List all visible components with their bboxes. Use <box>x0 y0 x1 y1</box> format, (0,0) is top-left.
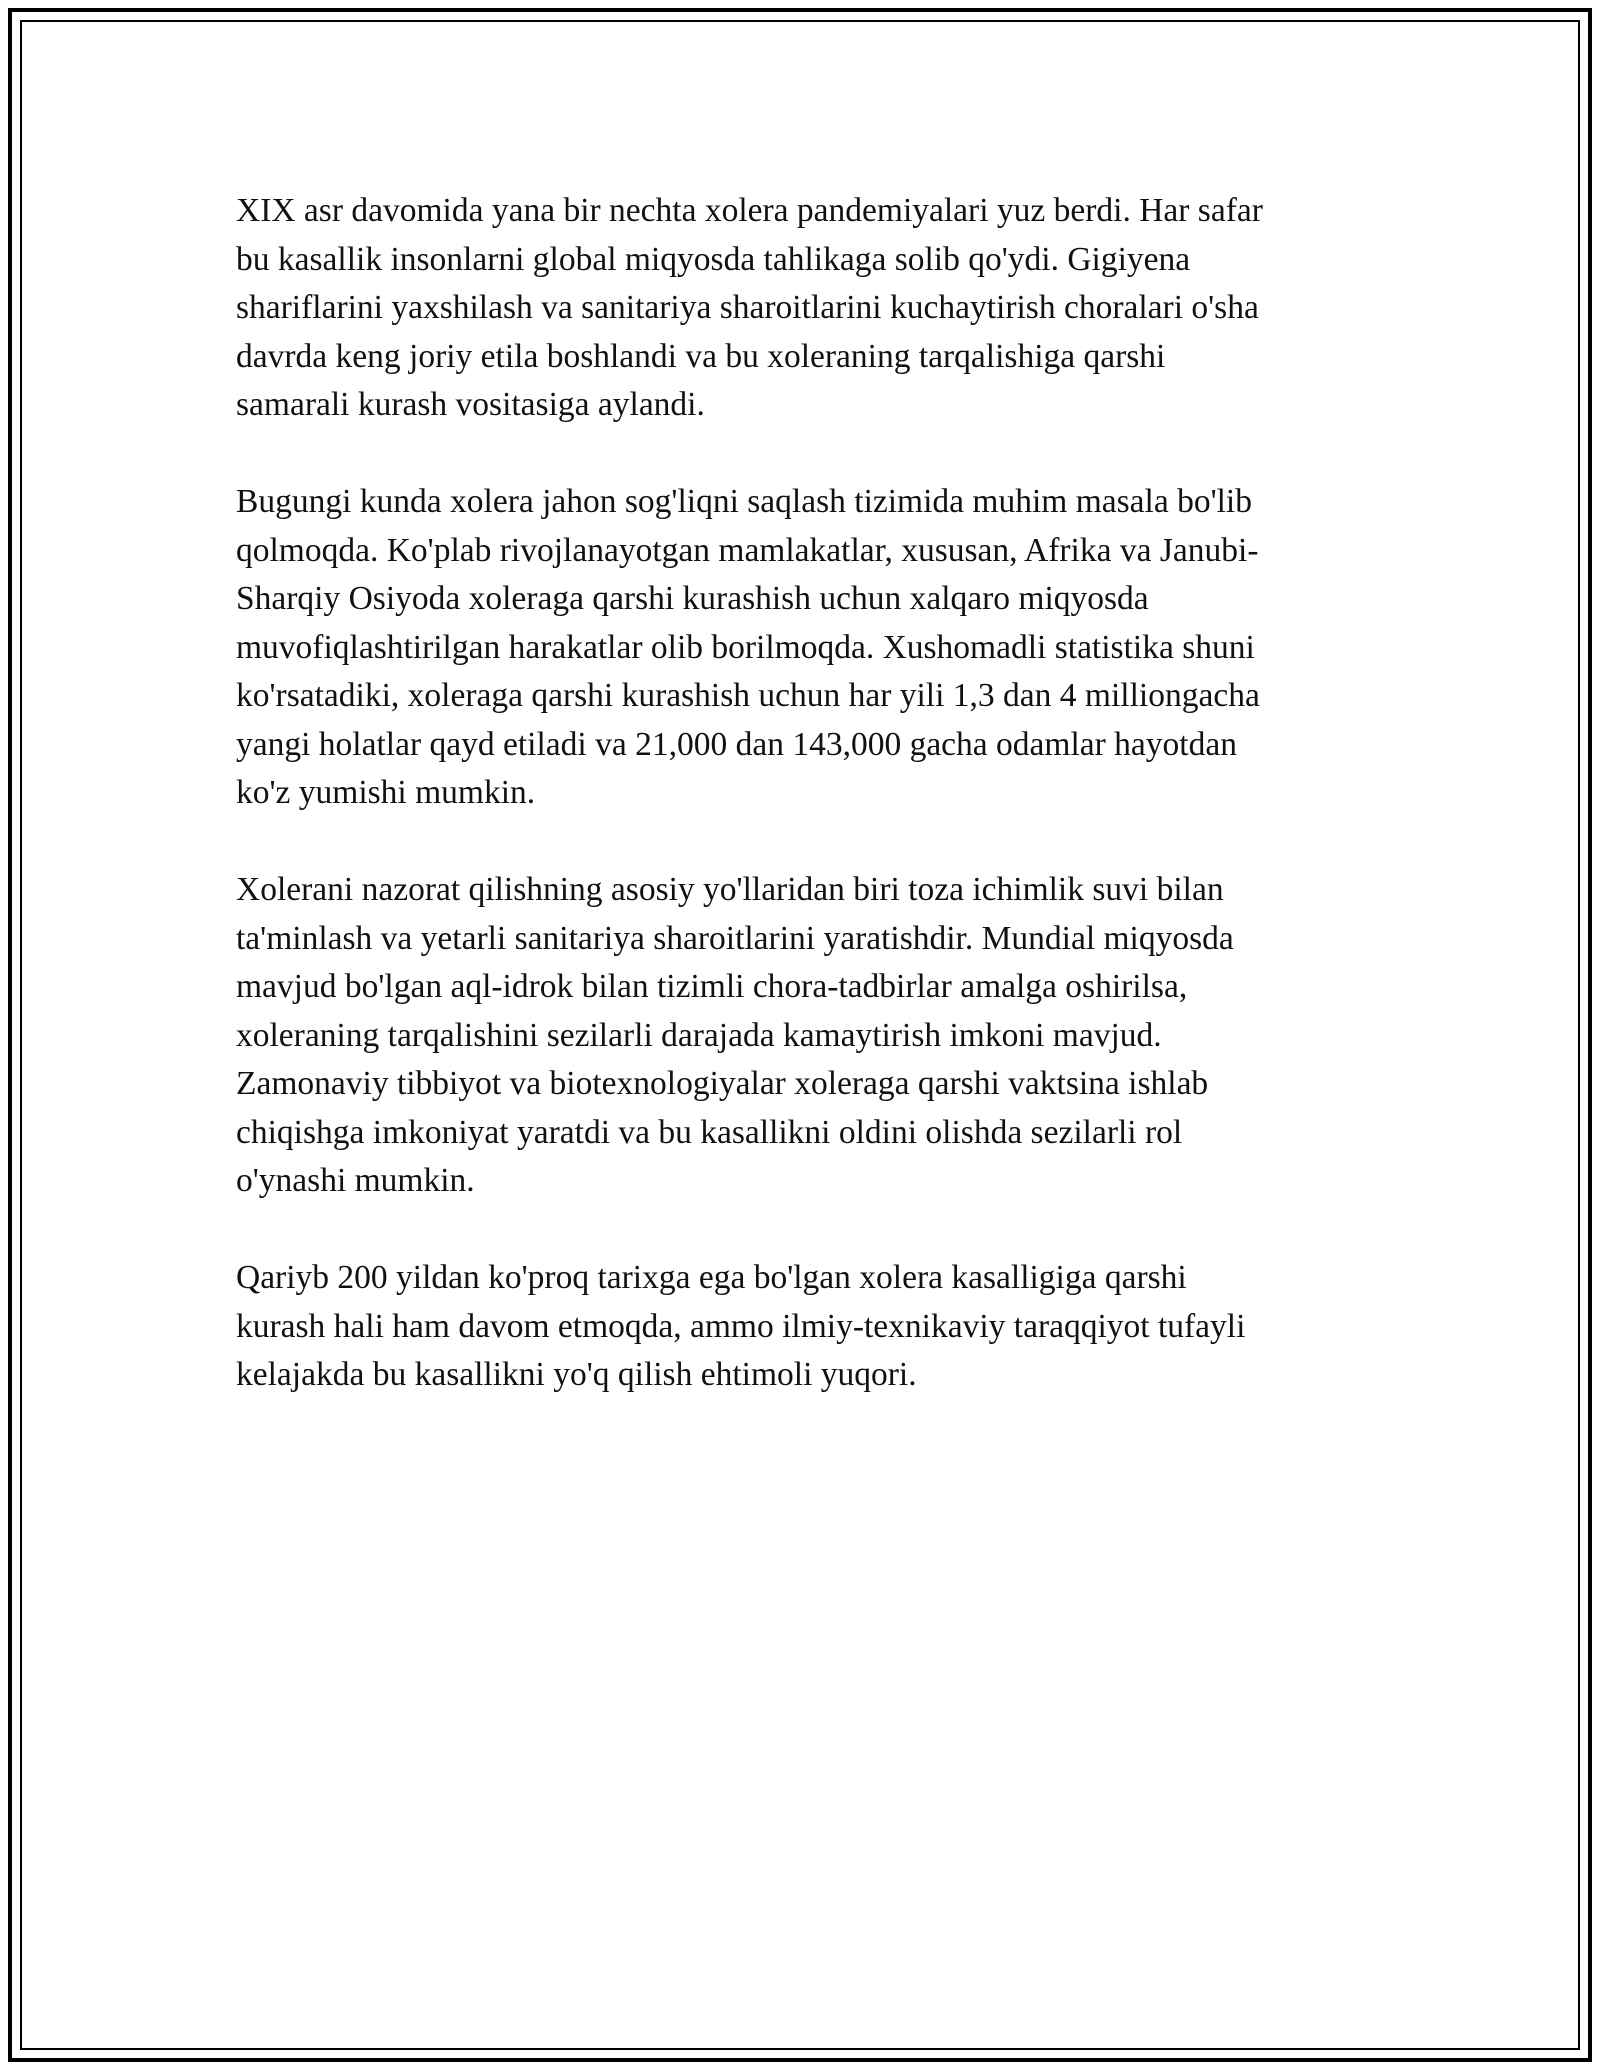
text-line: kurash hali ham davom etmoqda, ammo ilmiy-texnikaviy taraqqiyot tufayli <box>236 1307 1246 1345</box>
text-line: Zamonaviy tibbiyot va biotexnologiyalar xoleraga qarshi vaktsina ishlab <box>236 1065 1209 1102</box>
text-line: muvofiqlashtirilgan harakatlar olib borilmoqda. Xushomadli statistika shuni <box>236 628 1255 666</box>
paragraph-2 <box>236 478 1366 818</box>
text-line: Sharqiy Osiyoda xoleraga qarshi kurashish uchun xalqaro miqyosda <box>236 580 1149 617</box>
text-line: ko'z yumishi mumkin. <box>236 774 536 811</box>
text-line: bu kasallik insonlarni global miqyosda tahlikaga solib qo'ydi. Gigiyena <box>236 240 1191 278</box>
text-line: kelajakda bu kasallikni yo'q qilish ehtimoli yuqori. <box>236 1356 917 1393</box>
text-line: Qariyb 200 yildan ko'proq tarixga ega bo'lgan xolera kasalligiga qarshi <box>236 1259 1187 1296</box>
text-line: davrda keng joriy etila boshlandi va bu xoleraning tarqalishiga qarshi <box>236 337 1166 375</box>
text-line: o'ynashi mumkin. <box>236 1162 475 1199</box>
text-line: xoleraning tarqalishini sezilarli darajada kamaytirish imkoni mavjud. <box>236 1016 1162 1054</box>
text-line: XIX asr davomida yana bir nechta xolera pandemiyalari yuz berdi. Har safar <box>236 192 1263 229</box>
text-line: ko'rsatadiki, xoleraga qarshi kurashish uchun har yili 1,3 dan 4 milliongacha <box>236 677 1260 714</box>
text-line: chiqishga imkoniyat yaratdi va bu kasallikni oldini olishda sezilarli rol <box>236 1113 1183 1151</box>
paragraph-3 <box>236 866 1366 1206</box>
paragraph-4 <box>236 1254 1366 1400</box>
text-line: ta'minlash va yetarli sanitariya sharoitlarini yaratishdir. Mundial miqyosda <box>236 919 1234 957</box>
paragraph-1 <box>236 187 1366 430</box>
text-line: shariflarini yaxshilash va sanitariya sharoitlarini kuchaytirish choralari o'sha <box>236 289 1259 326</box>
text-line: mavjud bo'lgan aql-idrok bilan tizimli chora-tadbirlar amalga oshirilsa, <box>236 968 1188 1005</box>
text-line: Xolerani nazorat qilishning asosiy yo'llaridan biri toza ichimlik suvi bilan <box>236 871 1224 908</box>
text-line: Bugungi kunda xolera jahon sog'liqni saqlash tizimida muhim masala bo'lib <box>236 483 1252 520</box>
document-body <box>236 187 1366 1448</box>
text-line: samarali kurash vositasiga aylandi. <box>236 386 705 423</box>
text-line: yangi holatlar qayd etiladi va 21,000 dan 143,000 gacha odamlar hayotdan <box>236 725 1237 763</box>
text-line: qolmoqda. Ko'plab rivojlanayotgan mamlakatlar, xususan, Afrika va Janubi- <box>236 531 1259 569</box>
